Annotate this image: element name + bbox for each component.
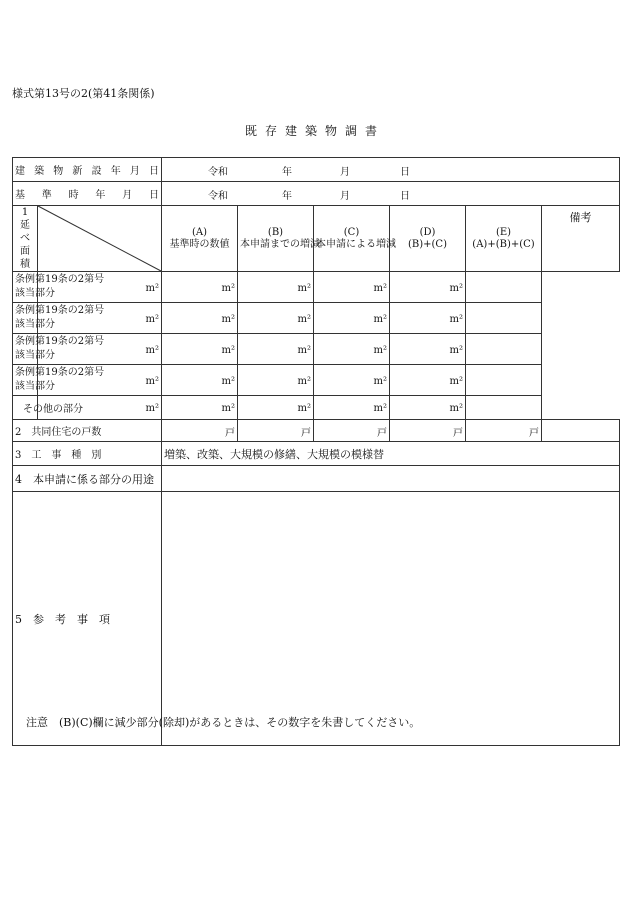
area-unit: m² bbox=[449, 282, 463, 294]
area-unit: m² bbox=[297, 282, 311, 294]
label-char: 当 bbox=[25, 319, 35, 330]
ordinance-row-label bbox=[13, 303, 105, 334]
era-label: 令和 bbox=[208, 191, 228, 202]
area-unit: m² bbox=[449, 403, 463, 414]
ordinance-row bbox=[13, 365, 620, 396]
ordinance-article: 条例第19条の2第 bbox=[15, 274, 95, 285]
area-cell[interactable] bbox=[162, 303, 238, 334]
label-char: 分 bbox=[45, 350, 55, 361]
household-cell[interactable] bbox=[466, 420, 542, 442]
ordinance-label-line1 bbox=[15, 273, 105, 287]
remarks-cell[interactable] bbox=[542, 420, 620, 442]
ordinance-row bbox=[13, 303, 620, 334]
survey-table bbox=[12, 157, 620, 746]
usage-label: 4 本申請に係る部分の用途 bbox=[13, 466, 162, 492]
label-char: 準 bbox=[41, 190, 52, 201]
label-char: 時 bbox=[68, 190, 79, 201]
label-char: 年 bbox=[95, 190, 106, 201]
area-unit: m² bbox=[221, 403, 235, 414]
household-cell[interactable] bbox=[314, 420, 390, 442]
column-letter: (D) bbox=[419, 226, 436, 238]
column-desc: 本申請による増減 bbox=[316, 238, 396, 250]
column-letter: (A) bbox=[191, 226, 208, 238]
column-header-e bbox=[466, 206, 542, 272]
other-portion-label-text bbox=[15, 400, 83, 415]
area-unit: m² bbox=[297, 313, 311, 325]
area-cell[interactable] bbox=[238, 272, 314, 303]
household-unit: 戸 bbox=[453, 428, 463, 439]
area-unit: m² bbox=[145, 375, 159, 387]
ordinance-label-line1 bbox=[15, 304, 105, 318]
area-unit: m² bbox=[297, 375, 311, 387]
ordinance-item-suffix: 号 bbox=[94, 367, 105, 378]
ordinance-label-line2 bbox=[15, 380, 55, 394]
reference-value[interactable] bbox=[162, 492, 620, 746]
vertical-label-char: 延 bbox=[20, 220, 30, 231]
area-unit: m² bbox=[373, 344, 387, 356]
base-date-label bbox=[13, 182, 162, 206]
area-unit: m² bbox=[373, 282, 387, 294]
label-char: 部 bbox=[63, 404, 73, 415]
column-header-c bbox=[314, 206, 396, 272]
column-desc: (B)+(C) bbox=[408, 238, 447, 250]
area-unit: m² bbox=[297, 344, 311, 356]
diagonal-line bbox=[38, 206, 161, 271]
label-char: 建 bbox=[15, 166, 25, 177]
area-cell[interactable] bbox=[314, 396, 390, 420]
reference-label: 5 参 考 事 項 bbox=[13, 492, 162, 746]
household-unit: 戸 bbox=[301, 428, 311, 439]
label-char: 分 bbox=[73, 404, 83, 415]
area-unit: m² bbox=[145, 313, 159, 325]
day-label: 日 bbox=[400, 191, 410, 202]
ordinance-item-suffix: 号 bbox=[94, 305, 105, 316]
household-cell[interactable] bbox=[238, 420, 314, 442]
new-build-date-value[interactable] bbox=[162, 158, 620, 182]
area-unit: m² bbox=[373, 375, 387, 387]
usage-value[interactable] bbox=[162, 466, 620, 492]
column-header-b bbox=[238, 206, 320, 272]
remarks-cell[interactable] bbox=[466, 365, 542, 396]
vertical-label-char: べ bbox=[20, 233, 30, 244]
floor-area-header-row bbox=[13, 206, 620, 272]
area-unit: m² bbox=[373, 313, 387, 325]
label-char: 新 bbox=[72, 166, 83, 177]
ordinance-row-label bbox=[13, 334, 105, 365]
ordinance-article: 条例第19条の2第 bbox=[15, 367, 95, 378]
ordinance-row-label bbox=[13, 272, 105, 303]
ordinance-article: 条例第19条の2第 bbox=[15, 336, 95, 347]
label-char: 基 bbox=[15, 190, 25, 201]
area-cell[interactable] bbox=[390, 303, 466, 334]
section-number: 1 bbox=[21, 207, 29, 218]
household-unit: 戸 bbox=[529, 428, 539, 439]
day-label: 日 bbox=[400, 167, 410, 178]
ordinance-label-line1 bbox=[15, 366, 105, 380]
area-unit: m² bbox=[221, 313, 235, 325]
household-count-label: 2 共同住宅の戸数 bbox=[13, 420, 162, 442]
vertical-label-char: 積 bbox=[20, 259, 30, 270]
ordinance-label-line2 bbox=[15, 287, 55, 301]
ordinance-article: 条例第19条の2第 bbox=[15, 305, 95, 316]
area-cell[interactable] bbox=[314, 303, 390, 334]
label-char: そ bbox=[23, 404, 33, 415]
label-char: 他 bbox=[43, 404, 53, 415]
ordinance-row-label bbox=[13, 365, 105, 396]
label-char: 分 bbox=[45, 319, 55, 330]
label-char: 当 bbox=[25, 381, 35, 392]
area-cell[interactable] bbox=[162, 272, 238, 303]
column-letter: (E) bbox=[495, 226, 512, 238]
column-letter: (B) bbox=[267, 226, 284, 238]
remarks-header: 備考 bbox=[542, 206, 620, 272]
area-cell[interactable] bbox=[314, 272, 390, 303]
household-unit: 戸 bbox=[225, 428, 235, 439]
area-cell[interactable] bbox=[390, 334, 466, 365]
label-char: 日 bbox=[148, 190, 159, 201]
label-char: の bbox=[53, 404, 63, 415]
area-cell[interactable] bbox=[162, 365, 238, 396]
label-char: 築 bbox=[34, 166, 45, 177]
base-date-label-text bbox=[15, 186, 159, 201]
construction-type-label: 3 工 事 種 別 bbox=[13, 442, 162, 466]
ordinance-label-line2 bbox=[15, 349, 55, 363]
column-header-a bbox=[162, 206, 238, 272]
label-char: 部 bbox=[35, 319, 45, 330]
remarks-cell[interactable] bbox=[466, 396, 542, 420]
remarks-cell[interactable] bbox=[466, 272, 542, 303]
column-desc: 基準時の数値 bbox=[169, 238, 230, 250]
column-desc: 本申請までの増減 bbox=[240, 238, 320, 250]
ordinance-item-suffix: 号 bbox=[94, 336, 105, 347]
area-cell[interactable] bbox=[390, 365, 466, 396]
area-cell[interactable] bbox=[390, 272, 466, 303]
area-unit: m² bbox=[449, 344, 463, 356]
label-char: 部 bbox=[35, 381, 45, 392]
column-letter: (C) bbox=[343, 226, 360, 238]
label-char: 月 bbox=[129, 166, 140, 177]
construction-type-value[interactable]: 増築、改築、大規模の修繕、大規模の模様替 bbox=[162, 442, 620, 466]
area-unit: m² bbox=[449, 313, 463, 325]
label-char: 年 bbox=[110, 166, 121, 177]
vertical-label-char: 面 bbox=[20, 246, 30, 257]
new-build-date-label bbox=[13, 158, 162, 182]
label-char: 該 bbox=[15, 381, 25, 392]
area-cell[interactable] bbox=[238, 334, 314, 365]
month-label: 月 bbox=[340, 191, 350, 202]
area-cell[interactable] bbox=[390, 396, 466, 420]
label-char: 当 bbox=[25, 350, 35, 361]
base-date-value[interactable] bbox=[162, 182, 620, 206]
label-char: の bbox=[33, 404, 43, 415]
area-unit: m² bbox=[145, 282, 159, 294]
label-char: 分 bbox=[45, 381, 55, 392]
label-char: 設 bbox=[91, 166, 102, 177]
area-cell[interactable] bbox=[238, 365, 314, 396]
area-cell[interactable] bbox=[314, 334, 390, 365]
document-title: 既存建築物調書 bbox=[244, 124, 385, 138]
label-char: 該 bbox=[15, 319, 25, 330]
column-header-d bbox=[390, 206, 466, 272]
household-cell[interactable] bbox=[390, 420, 466, 442]
other-portion-label bbox=[13, 396, 83, 420]
year-label: 年 bbox=[282, 167, 292, 178]
label-char: 該 bbox=[15, 288, 25, 299]
area-cell[interactable] bbox=[238, 396, 314, 420]
household-count-row bbox=[13, 420, 620, 442]
remarks-cell[interactable] bbox=[466, 303, 542, 334]
floor-area-section-label bbox=[13, 206, 38, 272]
household-cell[interactable] bbox=[162, 420, 238, 442]
ordinance-item-suffix: 号 bbox=[94, 274, 105, 285]
ordinance-label-line2 bbox=[15, 318, 55, 332]
area-unit: m² bbox=[373, 403, 387, 414]
form-number: 様式第13号の2(第41条関係) bbox=[12, 87, 155, 100]
other-portion-row bbox=[13, 396, 620, 420]
household-unit: 戸 bbox=[377, 428, 387, 439]
label-char: 部 bbox=[35, 350, 45, 361]
area-cell[interactable] bbox=[162, 396, 238, 420]
area-unit: m² bbox=[449, 375, 463, 387]
area-unit: m² bbox=[221, 282, 235, 294]
label-char: 物 bbox=[53, 166, 64, 177]
column-desc: (A)+(B)+(C) bbox=[472, 238, 535, 250]
label-char: 分 bbox=[45, 288, 55, 299]
label-char: 月 bbox=[122, 190, 133, 201]
year-label: 年 bbox=[282, 191, 292, 202]
remarks-cell[interactable] bbox=[466, 334, 542, 365]
base-date-row bbox=[13, 182, 620, 206]
ordinance-label-line1 bbox=[15, 335, 105, 349]
area-unit: m² bbox=[297, 403, 311, 414]
area-unit: m² bbox=[221, 375, 235, 387]
label-char: 日 bbox=[148, 166, 159, 177]
note-text: 注意 (B)(C)欄に減少部分(除却)があるときは、その数字を朱書してください。 bbox=[26, 716, 421, 729]
floor-area-label-vertical bbox=[15, 219, 35, 271]
ordinance-row bbox=[13, 272, 620, 303]
new-build-date-label-text bbox=[15, 162, 159, 177]
label-char: 部 bbox=[35, 288, 45, 299]
reference-row bbox=[13, 492, 620, 746]
area-cell[interactable] bbox=[314, 365, 390, 396]
label-char: 該 bbox=[15, 350, 25, 361]
month-label: 月 bbox=[340, 167, 350, 178]
area-unit: m² bbox=[145, 403, 159, 414]
diagonal-header-cell bbox=[38, 206, 162, 272]
ordinance-row bbox=[13, 334, 620, 365]
label-char: 当 bbox=[25, 288, 35, 299]
new-build-date-row bbox=[13, 158, 620, 182]
area-unit: m² bbox=[221, 344, 235, 356]
usage-row bbox=[13, 466, 620, 492]
construction-type-row bbox=[13, 442, 620, 466]
area-cell[interactable] bbox=[238, 303, 314, 334]
era-label: 令和 bbox=[208, 167, 228, 178]
area-cell[interactable] bbox=[162, 334, 238, 365]
area-unit: m² bbox=[145, 344, 159, 356]
